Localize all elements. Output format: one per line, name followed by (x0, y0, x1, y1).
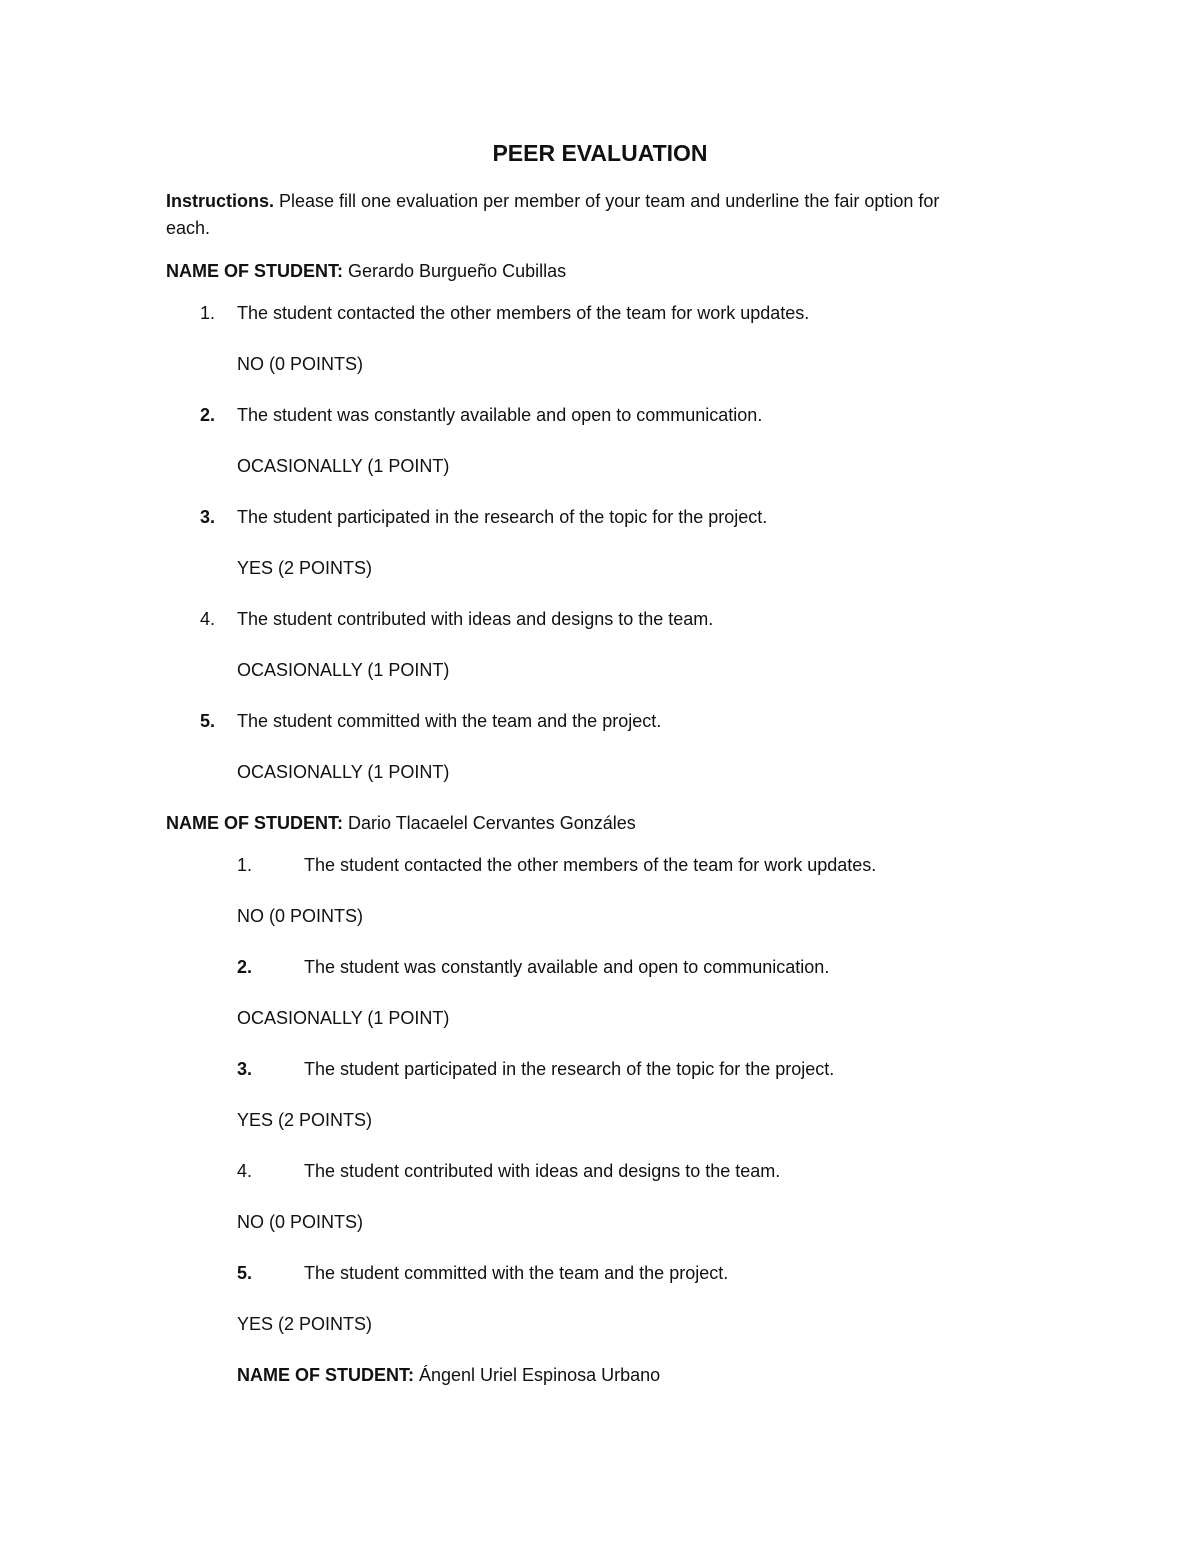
student-name: Dario Tlacaelel Cervantes Gonzáles (343, 813, 636, 833)
item-question: The student contributed with ideas and designs to the team. (237, 609, 714, 629)
student-name-label: NAME OF STUDENT: (166, 261, 343, 281)
instructions-line-2: each. (166, 218, 211, 238)
student-name-row (166, 262, 566, 280)
item-answer: OCASIONALLY (1 POINT) (237, 456, 450, 476)
item-question: The student participated in the research of the topic for the project. (237, 507, 768, 527)
item-number: 4. (200, 609, 216, 629)
student-name-row (166, 814, 636, 832)
item-number: 1. (200, 303, 216, 323)
item-answer: OCASIONALLY (1 POINT) (237, 660, 450, 680)
student-name-label: NAME OF STUDENT: (237, 1365, 414, 1385)
item-answer: OCASIONALLY (1 POINT) (237, 1008, 450, 1028)
item-answer: NO (0 POINTS) (237, 354, 364, 374)
item-number: 2. (237, 957, 253, 977)
item-answer: YES (2 POINTS) (237, 1110, 373, 1130)
student-name: Gerardo Burgueño Cubillas (343, 261, 567, 281)
student-name-label: NAME OF STUDENT: (166, 813, 343, 833)
item-number: 5. (200, 711, 216, 731)
instructions-text: Please fill one evaluation per member of your team and underline the fair option for (274, 191, 940, 211)
item-question: The student was constantly available and open to communication. (237, 405, 763, 425)
item-answer: YES (2 POINTS) (237, 1314, 373, 1334)
item-question: The student participated in the research of the topic for the project. (304, 1059, 835, 1079)
instructions-label: Instructions. (166, 191, 275, 211)
item-question: The student committed with the team and the project. (304, 1263, 729, 1283)
item-question: The student contributed with ideas and designs to the team. (304, 1161, 781, 1181)
item-answer: NO (0 POINTS) (237, 1212, 364, 1232)
item-question: The student contacted the other members of the team for work updates. (237, 303, 810, 323)
item-answer: YES (2 POINTS) (237, 558, 373, 578)
instructions-line-1 (166, 192, 939, 210)
item-number: 5. (237, 1263, 253, 1283)
item-question: The student committed with the team and the project. (237, 711, 662, 731)
item-number: 3. (200, 507, 216, 527)
item-number: 2. (200, 405, 216, 425)
page-title: PEER EVALUATION (492, 140, 708, 166)
item-question: The student was constantly available and open to communication. (304, 957, 830, 977)
item-question: The student contacted the other members of the team for work updates. (304, 855, 877, 875)
item-number: 4. (237, 1161, 253, 1181)
item-answer: OCASIONALLY (1 POINT) (237, 762, 450, 782)
item-answer: NO (0 POINTS) (237, 906, 364, 926)
item-number: 1. (237, 855, 253, 875)
student-name-row (237, 1366, 660, 1384)
student-name: Ángenl Uriel Espinosa Urbano (414, 1365, 661, 1385)
item-number: 3. (237, 1059, 253, 1079)
